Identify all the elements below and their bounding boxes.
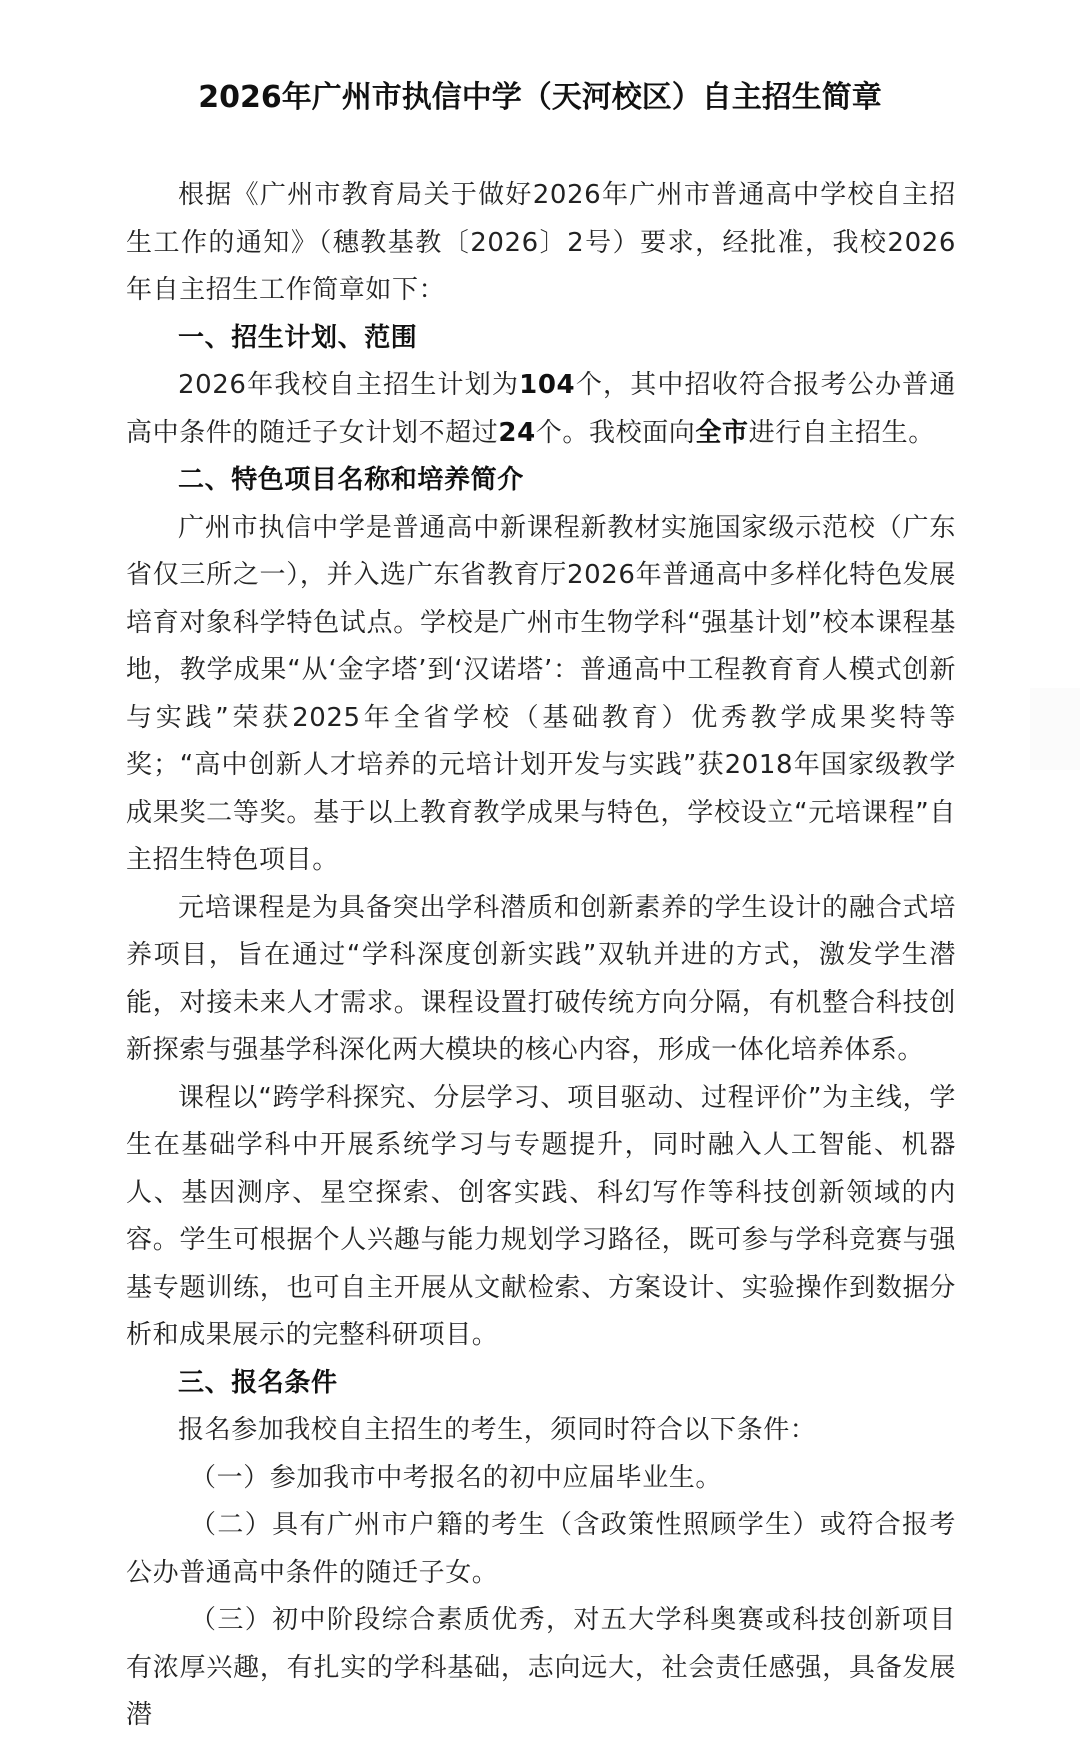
section2-paragraph-3: 课程以“跨学科探究、分层学习、项目驱动、过程评价”为主线，学生在基础学科中开展系统学习与专题提升，同时融入人工智能、机器人、基因测序、星空探索、创客实践、科幻写作等科技创新领域的内容。学生可根据个人兴趣与能力规划学习路径，既可参与学科竞赛与强基专题训练，也可自主开展从文献检索、方案设计、实验操作到数据分析和成果展示的完整科研项目。 <box>126 1082 956 1350</box>
section2-paragraph-1: 广州市执信中学是普通高中新课程新教材实施国家级示范校（广东省仅三所之一），并入选广东省教育厅2026年普通高中多样化特色发展培育对象科学特色试点。学校是广州市生物学科“强基计划”校本课程基地，教学成果“从‘金字塔’到‘汉诺塔’：普通高中工程教育育人模式创新与实践”荣获2025年全省学校（基础教育）优秀教学成果奖特等奖；“高中创新人才培养的元培计划开发与实践”获2018年国家级教学成果奖二等奖。基于以上教育教学成果与特色，学校设立“元培课程”自主招生特色项目。 <box>126 512 956 875</box>
document-body <box>126 172 956 1740</box>
condition-item-1: （一）参加我市中考报名的初中应届毕业生。 <box>190 1462 723 1493</box>
section3-lead: 报名参加我校自主招生的考生，须同时符合以下条件： <box>178 1415 817 1445</box>
condition-item-3: （三）初中阶段综合素质优秀，对五大学科奥赛或科技创新项目有浓厚兴趣，有扎实的学科基础，志向远大，社会责任感强，具备发展潜 <box>126 1605 956 1730</box>
section1-text-b: 个，其中招收符合报考公办普通高中条件的随迁子女计划不超过 <box>126 370 956 448</box>
section2-heading: 二、特色项目名称和培养简介 <box>178 465 524 495</box>
intro-paragraph: 根据《广州市教育局关于做好2026年广州市普通高中学校自主招生工作的通知》（穗教基教〔2026〕2号）要求，经批准，我校2026年自主招生工作简章如下： <box>126 180 956 305</box>
enrollment-scope: 全市 <box>695 417 749 448</box>
condition-item-2: （二）具有广州市户籍的考生（含政策性照顾学生）或符合报考公办普通高中条件的随迁子女。 <box>126 1510 956 1588</box>
photo-glare <box>1030 688 1080 770</box>
section1-text-d: 进行自主招生。 <box>748 417 935 448</box>
section1-text-a: 2026年我校自主招生计划为 <box>178 370 520 400</box>
section1-text-c: 个。我校面向 <box>535 417 696 448</box>
section2-paragraph-2: 元培课程是为具备突出学科潜质和创新素养的学生设计的融合式培养项目，旨在通过“学科深度创新实践”双轨并进的方式，激发学生潜能，对接未来人才需求。课程设置打破传统方向分隔，有机整合科技创新探索与强基学科深化两大模块的核心内容，形成一体化培养体系。 <box>126 892 956 1065</box>
section3-heading: 三、报名条件 <box>178 1367 338 1398</box>
section1-paragraph <box>126 362 956 457</box>
document-title: 2026年广州市执信中学（天河校区）自主招生简章 <box>198 80 882 115</box>
section1-heading: 一、招生计划、范围 <box>178 322 418 353</box>
migrant-quota: 24 <box>498 417 536 448</box>
enrollment-quota: 104 <box>519 370 576 400</box>
